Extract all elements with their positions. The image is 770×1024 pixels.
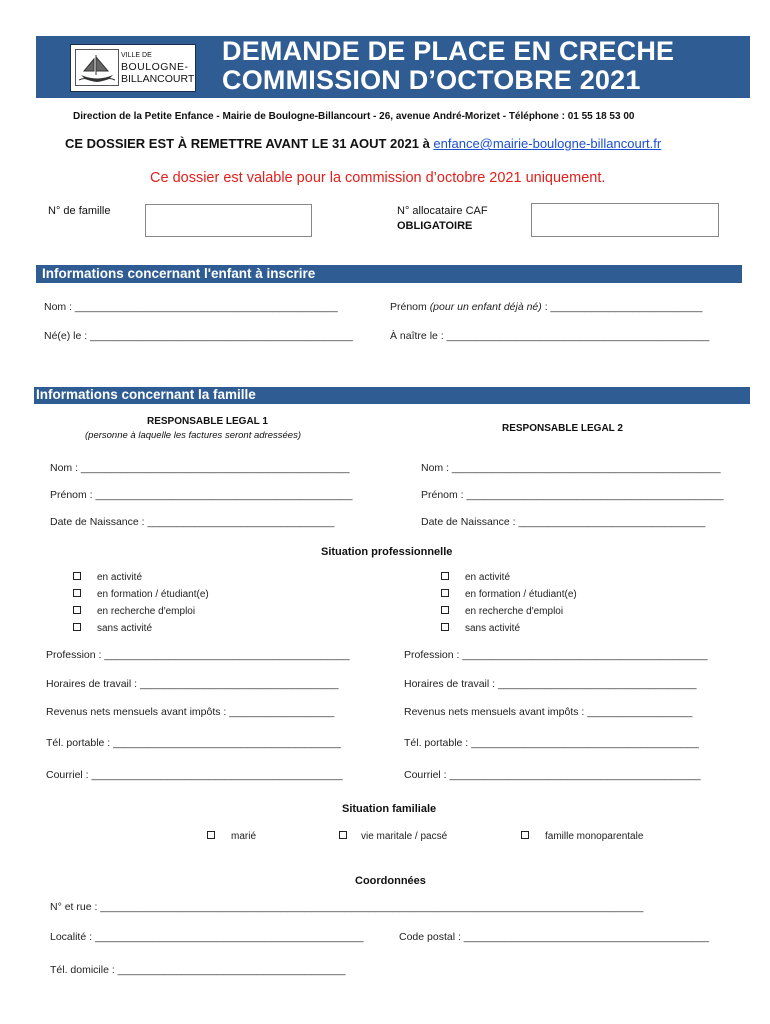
resp2-checkbox-student[interactable]: [441, 589, 577, 600]
checkbox-label: famille monoparentale: [545, 831, 644, 842]
resp2-last-name-field[interactable]: Nom : ______________________________________________: [421, 462, 721, 474]
caf-number-label: N° allocataire CAF: [397, 205, 488, 217]
child-last-name-field[interactable]: Nom : _____________________________________________: [44, 301, 338, 313]
checkbox-label: sans activité: [97, 623, 153, 634]
city-field[interactable]: Localité : ______________________________________________: [50, 931, 364, 943]
resp2-income-field[interactable]: Revenus nets mensuels avant impôts : __________________: [404, 706, 693, 718]
resp1-first-name-field[interactable]: Prénom : ____________________________________________: [50, 489, 353, 501]
resp1-note: (personne à laquelle les factures seront adressées): [85, 430, 301, 441]
resp2-work-hours-field[interactable]: Horaires de travail : __________________________________: [404, 678, 697, 690]
deadline-line: [65, 136, 661, 151]
caf-number-input[interactable]: [531, 203, 719, 237]
checkbox-icon: [441, 606, 449, 614]
child-first-name-line: : __________________________: [541, 301, 703, 313]
page-title-line-1: DEMANDE DE PLACE EN CRECHE: [222, 36, 675, 66]
checkbox-label: en activité: [465, 572, 511, 583]
resp1-checkbox-inactive[interactable]: [73, 623, 152, 634]
boat-emblem-icon: [75, 49, 119, 86]
resp2-profession-field[interactable]: Profession : __________________________________________: [404, 649, 708, 661]
checkbox-icon: [441, 589, 449, 597]
checkbox-icon: [521, 831, 529, 839]
home-phone-field[interactable]: Tél. domicile : _______________________________________: [50, 964, 346, 976]
checkbox-icon: [441, 623, 449, 631]
family-checkbox-single-parent[interactable]: [521, 831, 643, 842]
family-checkbox-partnership[interactable]: [339, 831, 447, 842]
page-title-line-2: COMMISSION D’OCTOBRE 2021: [222, 65, 641, 95]
section-famille-title: Informations concernant la famille: [36, 387, 256, 402]
deadline-text: CE DOSSIER EST À REMETTRE AVANT LE 31 AOUT 2021 à: [65, 136, 434, 151]
resp2-title: RESPONSABLE LEGAL 2: [502, 423, 623, 434]
resp1-email-field[interactable]: Courriel : ___________________________________________: [46, 769, 343, 781]
resp1-profession-field[interactable]: Profession : __________________________________________: [46, 649, 350, 661]
resp2-checkbox-active[interactable]: [441, 572, 510, 583]
resp1-mobile-field[interactable]: Tél. portable : _______________________________________: [46, 737, 341, 749]
resp1-checkbox-active[interactable]: [73, 572, 142, 583]
resp2-checkbox-inactive[interactable]: [441, 623, 520, 634]
street-address-field[interactable]: N° et rue : _____________________________________________________________________________________________: [50, 901, 644, 913]
checkbox-label: sans activité: [465, 623, 521, 634]
caf-mandatory-label: OBLIGATOIRE: [397, 220, 473, 232]
section-enfant-header: [36, 265, 742, 283]
section-famille-header: [34, 387, 750, 404]
child-birth-date-field[interactable]: Né(e) le : _____________________________________________: [44, 330, 353, 342]
resp2-birth-date-field[interactable]: Date de Naissance : ________________________________: [421, 516, 706, 528]
checkbox-label: en formation / étudiant(e): [465, 589, 577, 600]
resp1-title: RESPONSABLE LEGAL 1: [147, 416, 268, 427]
resp2-mobile-field[interactable]: Tél. portable : _______________________________________: [404, 737, 699, 749]
logo-text-ville: VILLE DE: [121, 52, 152, 59]
deadline-email-link[interactable]: enfance@mairie-boulogne-billancourt.fr: [433, 136, 662, 151]
child-first-name-note: (pour un enfant déjà né): [429, 301, 542, 313]
resp1-checkbox-student[interactable]: [73, 589, 209, 600]
family-number-label: N° de famille: [48, 205, 111, 217]
checkbox-label: en formation / étudiant(e): [97, 589, 209, 600]
resp2-email-field[interactable]: Courriel : ___________________________________________: [404, 769, 701, 781]
resp1-work-hours-field[interactable]: Horaires de travail : __________________________________: [46, 678, 339, 690]
section-enfant-title: Informations concernant l'enfant à inscrire: [42, 266, 316, 281]
situation-pro-title: Situation professionnelle: [321, 546, 453, 558]
child-first-name-field[interactable]: [390, 301, 702, 313]
checkbox-icon: [73, 572, 81, 580]
checkbox-label: marié: [231, 831, 257, 842]
direction-contact-line: Direction de la Petite Enfance - Mairie de Boulogne-Billancourt - 26, avenue André-Morizet - Téléphone : 01 55 18 53 00: [73, 111, 635, 122]
checkbox-label: en activité: [97, 572, 143, 583]
checkbox-icon: [73, 623, 81, 631]
resp1-checkbox-job-seeking[interactable]: [73, 606, 195, 617]
checkbox-label: vie maritale / pacsé: [361, 831, 448, 842]
checkbox-label: en recherche d'emploi: [97, 606, 196, 617]
family-checkbox-married[interactable]: [207, 831, 256, 842]
checkbox-icon: [441, 572, 449, 580]
checkbox-label: en recherche d'emploi: [465, 606, 564, 617]
resp2-first-name-field[interactable]: Prénom : ____________________________________________: [421, 489, 724, 501]
family-number-input[interactable]: [145, 204, 312, 237]
postal-code-field[interactable]: Code postal : __________________________________________: [399, 931, 710, 943]
coordinates-title: Coordonnées: [355, 875, 426, 887]
child-expected-date-field[interactable]: À naître le : _____________________________________________: [390, 330, 710, 342]
situation-fam-title: Situation familiale: [342, 803, 437, 815]
checkbox-icon: [73, 606, 81, 614]
child-first-name-label: Prénom: [390, 301, 430, 313]
city-logo: [70, 44, 196, 92]
checkbox-icon: [339, 831, 347, 839]
checkbox-icon: [73, 589, 81, 597]
resp2-checkbox-job-seeking[interactable]: [441, 606, 563, 617]
resp1-income-field[interactable]: Revenus nets mensuels avant impôts : __________________: [46, 706, 335, 718]
logo-text-boulogne: BOULOGNE-: [121, 61, 189, 73]
validity-notice: Ce dossier est valable pour la commission d’octobre 2021 uniquement.: [150, 170, 606, 186]
logo-text-billancourt: BILLANCOURT: [121, 73, 195, 85]
resp1-birth-date-field[interactable]: Date de Naissance : ________________________________: [50, 516, 335, 528]
resp1-last-name-field[interactable]: Nom : ______________________________________________: [50, 462, 350, 474]
checkbox-icon: [207, 831, 215, 839]
